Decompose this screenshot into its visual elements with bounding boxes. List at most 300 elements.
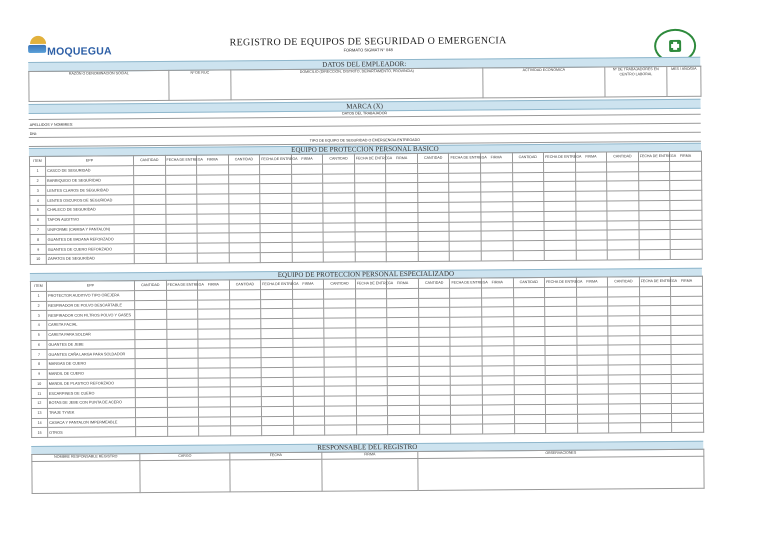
entry-cell[interactable]	[386, 183, 418, 193]
entry-cell[interactable]	[545, 384, 577, 394]
entry-cell[interactable]	[544, 172, 576, 182]
entry-cell[interactable]	[134, 214, 166, 224]
entry-cell[interactable]	[608, 325, 640, 335]
entry-cell[interactable]	[198, 338, 230, 348]
entry-cell[interactable]	[323, 223, 355, 233]
entry-cell[interactable]	[230, 377, 262, 387]
entry-cell[interactable]	[229, 319, 261, 329]
entry-cell[interactable]	[198, 309, 230, 319]
entry-cell[interactable]	[514, 394, 546, 404]
entry-cell[interactable]	[166, 300, 198, 310]
entry-cell[interactable]	[354, 173, 386, 183]
entry-cell[interactable]	[165, 194, 197, 204]
entry-cell[interactable]	[481, 182, 513, 192]
entry-cell[interactable]	[576, 326, 608, 336]
entry-cell[interactable]	[545, 375, 577, 385]
entry-cell[interactable]	[482, 287, 514, 297]
entry-cell[interactable]	[135, 407, 167, 417]
entry-cell[interactable]	[482, 356, 514, 366]
entry-cell[interactable]	[546, 414, 578, 424]
entry-cell[interactable]	[575, 191, 607, 201]
entry-cell[interactable]	[260, 223, 292, 233]
entry-cell[interactable]	[293, 386, 325, 396]
entry-cell[interactable]	[638, 171, 670, 181]
entry-cell[interactable]	[638, 181, 670, 191]
entry-cell[interactable]	[514, 385, 546, 395]
entry-cell[interactable]	[420, 424, 452, 434]
entry-cell[interactable]	[670, 190, 702, 200]
entry-cell[interactable]	[134, 234, 166, 244]
entry-cell[interactable]	[260, 243, 292, 253]
entry-cell[interactable]	[386, 202, 418, 212]
entry-cell[interactable]	[324, 318, 356, 328]
entry-cell[interactable]	[260, 203, 292, 213]
entry-cell[interactable]	[387, 251, 419, 261]
entry-cell[interactable]	[419, 376, 451, 386]
entry-cell[interactable]	[293, 406, 325, 416]
entry-cell[interactable]	[418, 288, 450, 298]
entry-cell[interactable]	[229, 289, 261, 299]
entry-cell[interactable]	[512, 162, 544, 172]
entry-cell[interactable]	[198, 387, 230, 397]
entry-cell[interactable]	[513, 297, 545, 307]
entry-cell[interactable]	[386, 232, 418, 242]
entry-cell[interactable]	[450, 327, 482, 337]
entry-cell[interactable]	[324, 308, 356, 318]
entry-cell[interactable]	[167, 348, 199, 358]
entry-cell[interactable]	[577, 374, 609, 384]
entry-cell[interactable]	[670, 171, 702, 181]
entry-cell[interactable]	[261, 328, 293, 338]
entry-cell[interactable]	[356, 396, 388, 406]
entry-cell[interactable]	[482, 317, 514, 327]
entry-cell[interactable]	[672, 403, 704, 413]
entry-cell[interactable]	[608, 364, 640, 374]
entry-cell[interactable]	[229, 299, 261, 309]
entry-cell[interactable]	[482, 297, 514, 307]
entry-cell[interactable]	[483, 424, 515, 434]
entry-cell[interactable]	[512, 201, 544, 211]
entry-cell[interactable]	[514, 346, 546, 356]
entry-cell[interactable]	[230, 338, 262, 348]
entry-cell[interactable]	[608, 355, 640, 365]
entry-cell[interactable]	[229, 253, 261, 263]
entry-cell[interactable]	[356, 327, 388, 337]
entry-cell[interactable]	[325, 425, 357, 435]
entry-cell[interactable]	[325, 406, 357, 416]
entry-cell[interactable]	[293, 328, 325, 338]
entry-cell[interactable]	[291, 184, 323, 194]
entry-cell[interactable]	[639, 230, 671, 240]
entry-cell[interactable]	[418, 173, 450, 183]
entry-cell[interactable]	[135, 300, 167, 310]
entry-cell[interactable]	[136, 427, 168, 437]
entry-cell[interactable]	[514, 365, 546, 375]
entry-cell[interactable]	[323, 232, 355, 242]
entry-cell[interactable]	[482, 307, 514, 317]
entry-cell[interactable]	[356, 405, 388, 415]
entry-cell[interactable]	[672, 422, 704, 432]
entry-cell[interactable]	[512, 182, 544, 192]
entry-cell[interactable]	[481, 192, 513, 202]
entry-cell[interactable]	[640, 403, 672, 413]
entry-cell[interactable]	[609, 413, 641, 423]
entry-cell[interactable]	[545, 336, 577, 346]
entry-cell[interactable]	[670, 220, 702, 230]
entry-cell[interactable]	[609, 423, 641, 433]
entry-cell[interactable]	[514, 424, 546, 434]
entry-cell[interactable]	[671, 305, 703, 315]
entry-cell[interactable]	[544, 182, 576, 192]
entry-cell[interactable]	[230, 397, 262, 407]
entry-cell[interactable]	[671, 249, 703, 259]
entry-cell[interactable]	[325, 386, 357, 396]
entry-cell[interactable]	[575, 201, 607, 211]
entry-cell[interactable]	[575, 181, 607, 191]
entry-cell[interactable]	[418, 212, 450, 222]
entry-cell[interactable]	[134, 224, 166, 234]
entry-cell[interactable]	[197, 194, 229, 204]
entry-cell[interactable]	[134, 204, 166, 214]
entry-cell[interactable]	[293, 357, 325, 367]
entry-cell[interactable]	[451, 424, 483, 434]
entry-cell[interactable]	[135, 378, 167, 388]
entry-cell[interactable]	[671, 364, 703, 374]
entry-cell[interactable]	[262, 426, 294, 436]
entry-cell[interactable]	[607, 201, 639, 211]
entry-cell[interactable]	[167, 378, 199, 388]
entry-cell[interactable]	[292, 308, 324, 318]
entry-cell[interactable]	[355, 193, 387, 203]
entry-cell[interactable]	[577, 404, 609, 414]
entry-cell[interactable]	[607, 171, 639, 181]
entry-cell[interactable]	[482, 385, 514, 395]
entry-cell[interactable]	[387, 288, 419, 298]
entry-cell[interactable]	[513, 336, 545, 346]
entry-cell[interactable]	[482, 404, 514, 414]
entry-cell[interactable]	[356, 347, 388, 357]
entry-cell[interactable]	[576, 221, 608, 231]
entry-cell[interactable]	[167, 426, 199, 436]
entry-cell[interactable]	[545, 345, 577, 355]
entry-cell[interactable]	[419, 395, 451, 405]
entry-cell[interactable]	[639, 315, 671, 325]
entry-cell[interactable]	[577, 413, 609, 423]
entry-cell[interactable]	[607, 250, 639, 260]
entry-cell[interactable]	[388, 395, 420, 405]
entry-cell[interactable]	[293, 347, 325, 357]
entry-cell[interactable]	[229, 243, 261, 253]
entry-cell[interactable]	[167, 368, 199, 378]
entry-cell[interactable]	[355, 183, 387, 193]
entry-cell[interactable]	[450, 231, 482, 241]
entry-cell[interactable]	[513, 241, 545, 251]
entry-cell[interactable]	[482, 326, 514, 336]
entry-cell[interactable]	[386, 222, 418, 232]
entry-cell[interactable]	[608, 316, 640, 326]
entry-cell[interactable]	[135, 290, 167, 300]
entry-cell[interactable]	[388, 415, 420, 425]
entry-cell[interactable]	[388, 366, 420, 376]
entry-cell[interactable]	[418, 241, 450, 251]
entry-cell[interactable]	[639, 200, 671, 210]
entry-cell[interactable]	[293, 367, 325, 377]
entry-cell[interactable]	[482, 346, 514, 356]
entry-cell[interactable]	[134, 175, 166, 185]
entry-cell[interactable]	[419, 415, 451, 425]
entry-cell[interactable]	[450, 251, 482, 261]
entry-cell[interactable]	[292, 193, 324, 203]
entry-cell[interactable]	[262, 396, 294, 406]
entry-cell[interactable]	[228, 174, 260, 184]
entry-cell[interactable]	[166, 243, 198, 253]
entry-cell[interactable]	[134, 253, 166, 263]
entry-cell[interactable]	[481, 221, 513, 231]
entry-cell[interactable]	[387, 298, 419, 308]
entry-cell[interactable]	[261, 289, 293, 299]
entry-cell[interactable]	[545, 306, 577, 316]
entry-cell[interactable]	[671, 286, 703, 296]
entry-cell[interactable]	[450, 297, 482, 307]
entry-cell[interactable]	[544, 250, 576, 260]
entry-cell[interactable]	[228, 204, 260, 214]
entry-cell[interactable]	[576, 287, 608, 297]
entry-cell[interactable]	[576, 306, 608, 316]
entry-cell[interactable]	[134, 244, 166, 254]
entry-cell[interactable]	[355, 232, 387, 242]
entry-cell[interactable]	[197, 165, 229, 175]
entry-cell[interactable]	[229, 233, 261, 243]
entry-cell[interactable]	[482, 365, 514, 375]
entry-cell[interactable]	[230, 426, 262, 436]
entry-cell[interactable]	[419, 356, 451, 366]
entry-cell[interactable]	[640, 325, 672, 335]
entry-cell[interactable]	[512, 172, 544, 182]
entry-cell[interactable]	[418, 251, 450, 261]
responsible-firma-cell[interactable]	[322, 458, 418, 491]
entry-cell[interactable]	[670, 200, 702, 210]
entry-cell[interactable]	[198, 348, 230, 358]
entry-cell[interactable]	[609, 394, 641, 404]
entry-cell[interactable]	[418, 202, 450, 212]
entry-cell[interactable]	[292, 318, 324, 328]
responsible-cargo-cell[interactable]	[140, 460, 230, 493]
entry-cell[interactable]	[324, 357, 356, 367]
entry-cell[interactable]	[608, 296, 640, 306]
entry-cell[interactable]	[577, 345, 609, 355]
entry-cell[interactable]	[640, 374, 672, 384]
entry-cell[interactable]	[419, 346, 451, 356]
entry-cell[interactable]	[639, 240, 671, 250]
entry-cell[interactable]	[545, 297, 577, 307]
entry-cell[interactable]	[324, 252, 356, 262]
entry-cell[interactable]	[449, 163, 481, 173]
entry-cell[interactable]	[671, 335, 703, 345]
entry-cell[interactable]	[513, 231, 545, 241]
entry-cell[interactable]	[418, 232, 450, 242]
entry-cell[interactable]	[449, 222, 481, 232]
entry-cell[interactable]	[166, 339, 198, 349]
entry-cell[interactable]	[198, 290, 230, 300]
entry-cell[interactable]	[230, 387, 262, 397]
entry-cell[interactable]	[546, 404, 578, 414]
entry-cell[interactable]	[513, 326, 545, 336]
entry-cell[interactable]	[323, 242, 355, 252]
entry-cell[interactable]	[167, 417, 199, 427]
entry-cell[interactable]	[388, 425, 420, 435]
entry-cell[interactable]	[356, 357, 388, 367]
responsible-obs-cell[interactable]	[418, 456, 704, 490]
entry-cell[interactable]	[134, 195, 166, 205]
entry-cell[interactable]	[387, 327, 419, 337]
entry-cell[interactable]	[418, 192, 450, 202]
entry-cell[interactable]	[388, 376, 420, 386]
entry-cell[interactable]	[198, 319, 230, 329]
entry-cell[interactable]	[419, 385, 451, 395]
entry-cell[interactable]	[355, 252, 387, 262]
entry-cell[interactable]	[229, 309, 261, 319]
entry-cell[interactable]	[262, 416, 294, 426]
entry-cell[interactable]	[229, 223, 261, 233]
entry-cell[interactable]	[640, 384, 672, 394]
entry-cell[interactable]	[449, 212, 481, 222]
entry-cell[interactable]	[386, 173, 418, 183]
entry-cell[interactable]	[135, 329, 167, 339]
entry-cell[interactable]	[229, 213, 261, 223]
entry-cell[interactable]	[198, 368, 230, 378]
entry-cell[interactable]	[197, 243, 229, 253]
entry-cell[interactable]	[449, 192, 481, 202]
entry-cell[interactable]	[608, 286, 640, 296]
entry-cell[interactable]	[576, 240, 608, 250]
entry-cell[interactable]	[355, 298, 387, 308]
entry-cell[interactable]	[451, 385, 483, 395]
entry-cell[interactable]	[230, 348, 262, 358]
entry-cell[interactable]	[293, 396, 325, 406]
entry-cell[interactable]	[671, 325, 703, 335]
entry-cell[interactable]	[451, 395, 483, 405]
entry-cell[interactable]	[608, 384, 640, 394]
entry-cell[interactable]	[293, 416, 325, 426]
responsible-name-cell[interactable]	[32, 461, 140, 494]
entry-cell[interactable]	[356, 376, 388, 386]
entry-cell[interactable]	[230, 406, 262, 416]
entry-cell[interactable]	[199, 407, 231, 417]
entry-cell[interactable]	[481, 231, 513, 241]
entry-cell[interactable]	[545, 394, 577, 404]
entry-cell[interactable]	[607, 230, 639, 240]
entry-cell[interactable]	[608, 345, 640, 355]
entry-cell[interactable]	[166, 309, 198, 319]
entry-cell[interactable]	[481, 251, 513, 261]
entry-cell[interactable]	[199, 426, 231, 436]
entry-cell[interactable]	[607, 191, 639, 201]
entry-cell[interactable]	[576, 296, 608, 306]
entry-cell[interactable]	[197, 214, 229, 224]
entry-cell[interactable]	[387, 356, 419, 366]
entry-cell[interactable]	[608, 374, 640, 384]
entry-cell[interactable]	[292, 233, 324, 243]
entry-cell[interactable]	[354, 163, 386, 173]
entry-cell[interactable]	[670, 230, 702, 240]
entry-cell[interactable]	[671, 374, 703, 384]
entry-cell[interactable]	[514, 414, 546, 424]
entry-cell[interactable]	[545, 316, 577, 326]
entry-cell[interactable]	[513, 307, 545, 317]
entry-cell[interactable]	[483, 414, 515, 424]
entry-cell[interactable]	[576, 211, 608, 221]
entry-cell[interactable]	[640, 364, 672, 374]
entry-cell[interactable]	[324, 347, 356, 357]
entry-cell[interactable]	[639, 249, 671, 259]
entry-cell[interactable]	[228, 194, 260, 204]
entry-cell[interactable]	[355, 203, 387, 213]
entry-cell[interactable]	[607, 162, 639, 172]
entry-cell[interactable]	[388, 386, 420, 396]
entry-cell[interactable]	[450, 346, 482, 356]
entry-cell[interactable]	[451, 356, 483, 366]
entry-cell[interactable]	[450, 288, 482, 298]
entry-cell[interactable]	[260, 213, 292, 223]
entry-cell[interactable]	[230, 416, 262, 426]
entry-cell[interactable]	[544, 162, 576, 172]
entry-cell[interactable]	[260, 164, 292, 174]
entry-cell[interactable]	[640, 345, 672, 355]
entry-cell[interactable]	[323, 203, 355, 213]
entry-cell[interactable]	[513, 287, 545, 297]
entry-cell[interactable]	[261, 348, 293, 358]
entry-cell[interactable]	[230, 358, 262, 368]
entry-cell[interactable]	[135, 358, 167, 368]
entry-cell[interactable]	[292, 223, 324, 233]
entry-cell[interactable]	[576, 316, 608, 326]
entry-cell[interactable]	[639, 296, 671, 306]
entry-cell[interactable]	[293, 425, 325, 435]
entry-cell[interactable]	[292, 242, 324, 252]
entry-cell[interactable]	[638, 161, 670, 171]
entry-cell[interactable]	[167, 407, 199, 417]
entry-cell[interactable]	[575, 162, 607, 172]
entry-cell[interactable]	[671, 344, 703, 354]
entry-cell[interactable]	[135, 368, 167, 378]
entry-cell[interactable]	[386, 163, 418, 173]
entry-cell[interactable]	[608, 335, 640, 345]
entry-cell[interactable]	[356, 386, 388, 396]
entry-cell[interactable]	[575, 172, 607, 182]
entry-cell[interactable]	[639, 210, 671, 220]
entry-cell[interactable]	[451, 366, 483, 376]
entry-cell[interactable]	[323, 183, 355, 193]
entry-cell[interactable]	[228, 184, 260, 194]
entry-cell[interactable]	[387, 308, 419, 318]
entry-cell[interactable]	[135, 339, 167, 349]
entry-cell[interactable]	[325, 415, 357, 425]
entry-cell[interactable]	[356, 318, 388, 328]
entry-cell[interactable]	[198, 377, 230, 387]
entry-cell[interactable]	[324, 376, 356, 386]
entry-cell[interactable]	[640, 335, 672, 345]
entry-cell[interactable]	[545, 365, 577, 375]
entry-cell[interactable]	[512, 211, 544, 221]
entry-cell[interactable]	[639, 220, 671, 230]
entry-cell[interactable]	[135, 349, 167, 359]
entry-cell[interactable]	[355, 288, 387, 298]
entry-cell[interactable]	[386, 193, 418, 203]
entry-cell[interactable]	[198, 299, 230, 309]
entry-cell[interactable]	[417, 163, 449, 173]
entry-cell[interactable]	[419, 307, 451, 317]
entry-cell[interactable]	[260, 174, 292, 184]
